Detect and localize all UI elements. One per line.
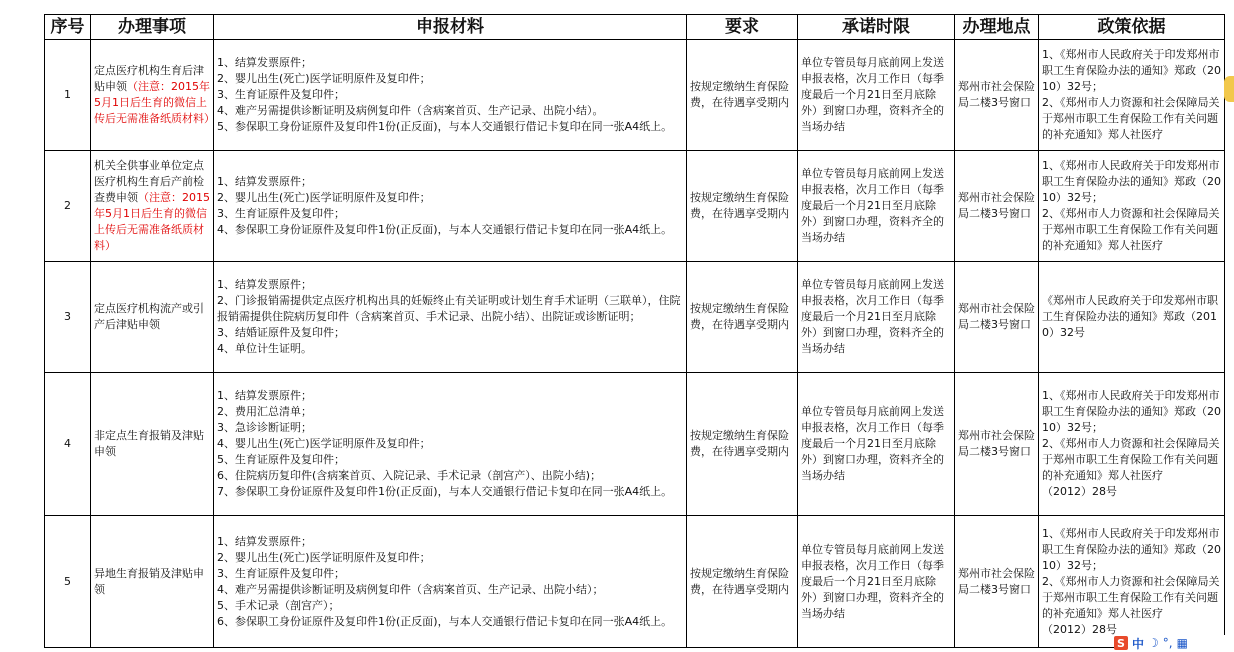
item-title: 机关全供事业单位定点医疗机构生育后产前检查费申领	[94, 159, 204, 204]
cell-item	[91, 373, 214, 516]
cell-deadline: 单位专管员每月底前网上发送申报表格，次月工作日（每季度最后一个月21日至月底除外）到窗口办理，资料齐全的当场办结	[798, 40, 955, 151]
moon-icon[interactable]: ☽	[1148, 636, 1159, 650]
table-row	[45, 151, 1225, 262]
cell-item	[91, 262, 214, 373]
cell-no: 5	[45, 516, 91, 648]
cell-materials: 1、结算发票原件； 2、门诊报销需提供定点医疗机构出具的妊娠终止有关证明或计划生育手术证明（三联单），住院报销需提供住院病历复印件（含病案首页、手术记录、出院小结）、出院证或诊断证明； 3、结婚证原件及复印件； 4、单位计生证明。	[214, 262, 687, 373]
cell-item	[91, 516, 214, 648]
cell-materials: 1、结算发票原件； 2、婴儿出生(死亡)医学证明原件及复印件； 3、生育证原件及复印件； 4、难产另需提供诊断证明及病例复印件（含病案首页、生产记录、出院小结）。 5、参保职工身份证原件及复印件1份(正反面)，与本人交通银行借记卡复印在同一张A4纸上。	[214, 40, 687, 151]
header-no: 序号	[45, 15, 91, 40]
cell-location: 郑州市社会保险局二楼3号窗口	[955, 40, 1039, 151]
header-row	[45, 15, 1225, 40]
cell-materials: 1、结算发票原件； 2、婴儿出生(死亡)医学证明原件及复印件； 3、生育证原件及复印件； 4、参保职工身份证原件及复印件1份(正反面)，与本人交通银行借记卡复印在同一张A4纸上。	[214, 151, 687, 262]
cell-deadline: 单位专管员每月底前网上发送申报表格，次月工作日（每季度最后一个月21日至月底除外）到窗口办理，资料齐全的当场办结	[798, 151, 955, 262]
side-floating-tab[interactable]	[1224, 76, 1234, 102]
cell-location: 郑州市社会保险局二楼3号窗口	[955, 151, 1039, 262]
item-note: （注意：2015年5月1日后生育的微信上传后无需准备纸质材料）	[94, 80, 215, 125]
punctuation-toggle[interactable]: °,	[1162, 636, 1173, 650]
ime-mode-toggle[interactable]: 中	[1132, 636, 1145, 651]
cell-requirement: 按规定缴纳生育保险费，在待遇享受期内	[687, 40, 798, 151]
cell-location: 郑州市社会保险局二楼3号窗口	[955, 373, 1039, 516]
cell-no: 3	[45, 262, 91, 373]
cell-basis: 1、《郑州市人民政府关于印发郑州市职工生育保险办法的通知》郑政（2010）32号； 2、《郑州市人力资源和社会保障局关于郑州市职工生育保险工作有关问题的补充通知》郑人社医疗	[1039, 151, 1225, 262]
cell-requirement: 按规定缴纳生育保险费，在待遇享受期内	[687, 373, 798, 516]
header-basis: 政策依据	[1039, 15, 1225, 40]
cell-basis: 《郑州市人民政府关于印发郑州市职工生育保险办法的通知》郑政（2010）32号	[1039, 262, 1225, 373]
policy-table-wrapper	[44, 14, 1225, 648]
cell-item	[91, 40, 214, 151]
cell-basis: 1、《郑州市人民政府关于印发郑州市职工生育保险办法的通知》郑政（2010）32号； 2、《郑州市人力资源和社会保障局关于郑州市职工生育保险工作有关问题的补充通知》郑人社医疗	[1039, 40, 1225, 151]
item-title: 非定点生育报销及津贴申领	[94, 429, 204, 458]
cell-deadline: 单位专管员每月底前网上发送申报表格，次月工作日（每季度最后一个月21日至月底除外）到窗口办理，资料齐全的当场办结	[798, 262, 955, 373]
sogou-logo-icon[interactable]: S	[1114, 636, 1128, 650]
item-title: 定点医疗机构流产或引产后津贴申领	[94, 302, 204, 331]
table-row	[45, 262, 1225, 373]
header-deadline: 承诺时限	[798, 15, 955, 40]
cell-requirement: 按规定缴纳生育保险费，在待遇享受期内	[687, 151, 798, 262]
cell-no: 4	[45, 373, 91, 516]
policy-table	[44, 14, 1225, 648]
cell-deadline: 单位专管员每月底前网上发送申报表格，次月工作日（每季度最后一个月21日至月底除外）到窗口办理，资料齐全的当场办结	[798, 373, 955, 516]
item-title: 定点医疗机构生育后津贴申领	[94, 64, 204, 93]
table-row	[45, 373, 1225, 516]
cell-basis: 1、《郑州市人民政府关于印发郑州市职工生育保险办法的通知》郑政（2010）32号； 2、《郑州市人力资源和社会保障局关于郑州市职工生育保险工作有关问题的补充通知》郑人社医疗 （2012）28号	[1039, 516, 1225, 648]
cell-location: 郑州市社会保险局二楼3号窗口	[955, 262, 1039, 373]
cell-requirement: 按规定缴纳生育保险费，在待遇享受期内	[687, 516, 798, 648]
header-item: 办理事项	[91, 15, 214, 40]
cell-deadline: 单位专管员每月底前网上发送申报表格，次月工作日（每季度最后一个月21日至月底除外）到窗口办理，资料齐全的当场办结	[798, 516, 955, 648]
item-note: （注意：2015年5月1日后生育的微信上传后无需准备纸质材料）	[94, 191, 210, 252]
header-requirement: 要求	[687, 15, 798, 40]
cell-no: 2	[45, 151, 91, 262]
cell-basis: 1、《郑州市人民政府关于印发郑州市职工生育保险办法的通知》郑政（2010）32号； 2、《郑州市人力资源和社会保障局关于郑州市职工生育保险工作有关问题的补充通知》郑人社医疗 （2012）28号	[1039, 373, 1225, 516]
header-location: 办理地点	[955, 15, 1039, 40]
cell-no: 1	[45, 40, 91, 151]
table-row	[45, 516, 1225, 648]
cell-materials: 1、结算发票原件； 2、费用汇总清单； 3、急诊诊断证明； 4、婴儿出生(死亡)医学证明原件及复印件； 5、生育证原件及复印件； 6、住院病历复印件(含病案首页、入院记录、手术记录（剖宫产）、出院小结)； 7、参保职工身份证原件及复印件1份(正反面)，与本人交通银行借记卡复印在同一张A4纸上。	[214, 373, 687, 516]
cell-item	[91, 151, 214, 262]
cell-materials: 1、结算发票原件； 2、婴儿出生(死亡)医学证明原件及复印件； 3、生育证原件及复印件； 4、难产另需提供诊断证明及病例复印件（含病案首页、生产记录、出院小结）； 5、手术记录（剖宫产）； 6、参保职工身份证原件及复印件1份(正反面)，与本人交通银行借记卡复印在同一张A4纸上。	[214, 516, 687, 648]
ime-toolbar[interactable]	[1114, 635, 1234, 651]
header-materials: 申报材料	[214, 15, 687, 40]
cell-location: 郑州市社会保险局二楼3号窗口	[955, 516, 1039, 648]
table-row	[45, 40, 1225, 151]
item-title: 异地生育报销及津贴申领	[94, 566, 204, 596]
cell-requirement: 按规定缴纳生育保险费，在待遇享受期内	[687, 262, 798, 373]
keyboard-icon[interactable]: ▦	[1176, 636, 1188, 650]
